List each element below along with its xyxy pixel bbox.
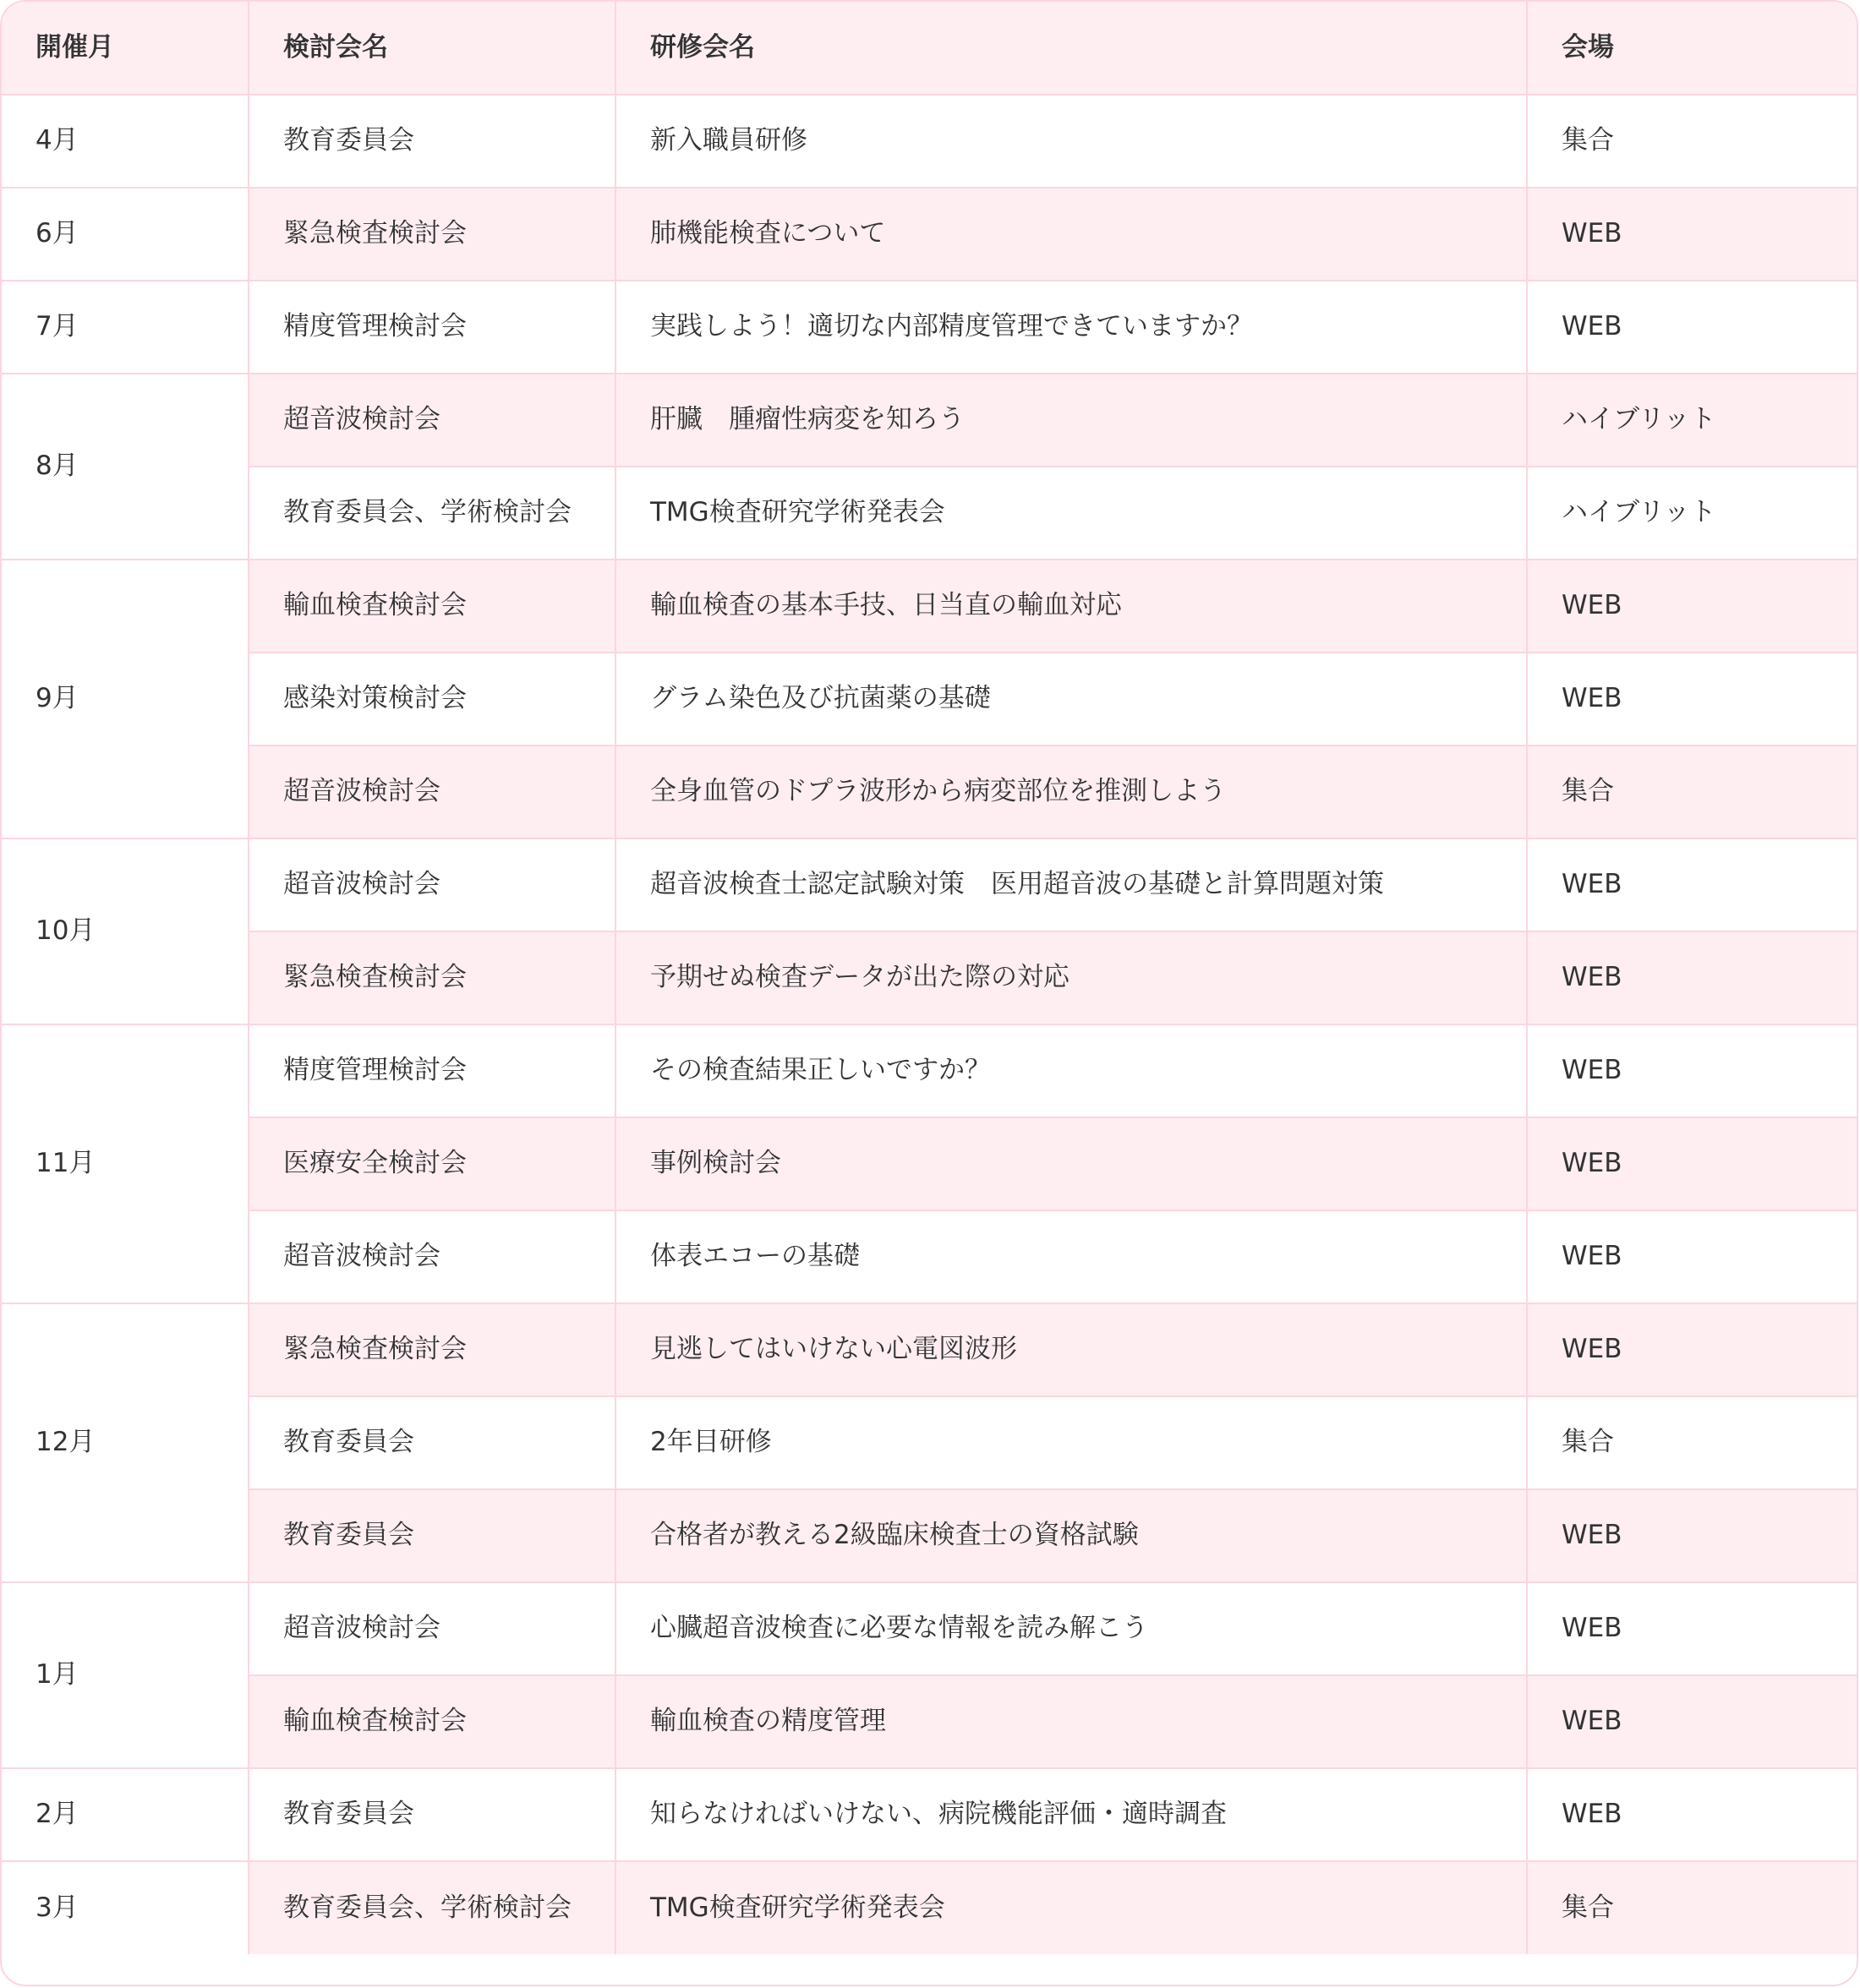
committee-cell: 超音波検討会 (249, 838, 615, 931)
venue-cell: 集合 (1527, 95, 1858, 188)
month-cell: 10月 (2, 838, 249, 1024)
committee-cell: 緊急検査検討会 (249, 931, 615, 1024)
training-cell: 実践しよう！適切な内部精度管理できていますか？ (615, 281, 1527, 374)
header-committee: 検討会名 (249, 2, 615, 95)
header-row (2, 2, 1858, 95)
table-row (2, 1582, 1858, 1675)
venue-cell: WEB (1527, 1303, 1858, 1396)
training-cell: 輸血検査の基本手技、日当直の輸血対応 (615, 560, 1527, 653)
table-row (2, 931, 1858, 1024)
venue-cell: WEB (1527, 1210, 1858, 1303)
committee-cell: 教育委員会 (249, 1489, 615, 1582)
venue-cell: 集合 (1527, 1861, 1858, 1954)
committee-cell: 精度管理検討会 (249, 281, 615, 374)
training-cell: 体表エコーの基礎 (615, 1210, 1527, 1303)
venue-cell: WEB (1527, 1768, 1858, 1861)
month-cell: 3月 (2, 1861, 249, 1954)
training-cell: 全身血管のドプラ波形から病変部位を推測しよう (615, 746, 1527, 838)
training-cell: 新入職員研修 (615, 95, 1527, 188)
training-cell: 2年目研修 (615, 1396, 1527, 1489)
table-row (2, 281, 1858, 374)
table-header (2, 2, 1858, 95)
venue-cell: WEB (1527, 838, 1858, 931)
venue-cell: WEB (1527, 1675, 1858, 1768)
table-row (2, 188, 1858, 281)
month-cell: 1月 (2, 1582, 249, 1768)
training-cell: 肺機能検査について (615, 188, 1527, 281)
month-cell: 8月 (2, 374, 249, 560)
committee-cell: 緊急検査検討会 (249, 188, 615, 281)
training-cell: グラム染色及び抗菌薬の基礎 (615, 653, 1527, 746)
table-row (2, 95, 1858, 188)
month-cell: 7月 (2, 281, 249, 374)
training-cell: 見逃してはいけない心電図波形 (615, 1303, 1527, 1396)
header-month: 開催月 (2, 2, 249, 95)
month-cell: 11月 (2, 1024, 249, 1303)
training-cell: 超音波検査士認定試験対策 医用超音波の基礎と計算問題対策 (615, 838, 1527, 931)
month-cell: 9月 (2, 560, 249, 838)
table-row (2, 838, 1858, 931)
committee-cell: 教育委員会 (249, 95, 615, 188)
month-cell: 2月 (2, 1768, 249, 1861)
training-cell: その検査結果正しいですか？ (615, 1024, 1527, 1117)
training-cell: 心臓超音波検査に必要な情報を読み解こう (615, 1582, 1527, 1675)
venue-cell: WEB (1527, 931, 1858, 1024)
training-cell: 予期せぬ検査データが出た際の対応 (615, 931, 1527, 1024)
committee-cell: 緊急検査検討会 (249, 1303, 615, 1396)
venue-cell: WEB (1527, 1489, 1858, 1582)
committee-cell: 超音波検討会 (249, 1582, 615, 1675)
table-row (2, 374, 1858, 467)
training-cell: 輸血検査の精度管理 (615, 1675, 1527, 1768)
training-schedule-table (2, 2, 1858, 1954)
table-body (2, 95, 1858, 1954)
training-cell: 事例検討会 (615, 1117, 1527, 1210)
month-cell: 4月 (2, 95, 249, 188)
training-cell: TMG検査研究学術発表会 (615, 1861, 1527, 1954)
table-row (2, 1303, 1858, 1396)
table-row (2, 1024, 1858, 1117)
committee-cell: 教育委員会、学術検討会 (249, 1861, 615, 1954)
training-cell: 合格者が教える2級臨床検査士の資格試験 (615, 1489, 1527, 1582)
venue-cell: WEB (1527, 188, 1858, 281)
table-row (2, 1489, 1858, 1582)
month-cell: 6月 (2, 188, 249, 281)
table-row (2, 467, 1858, 560)
committee-cell: 教育委員会、学術検討会 (249, 467, 615, 560)
venue-cell: 集合 (1527, 1396, 1858, 1489)
training-cell: TMG検査研究学術発表会 (615, 467, 1527, 560)
venue-cell: WEB (1527, 1117, 1858, 1210)
venue-cell: 集合 (1527, 746, 1858, 838)
committee-cell: 輸血検査検討会 (249, 1675, 615, 1768)
table-row (2, 653, 1858, 746)
committee-cell: 医療安全検討会 (249, 1117, 615, 1210)
venue-cell: ハイブリット (1527, 467, 1858, 560)
table-row (2, 1117, 1858, 1210)
venue-cell: ハイブリット (1527, 374, 1858, 467)
committee-cell: 超音波検討会 (249, 374, 615, 467)
header-venue: 会場 (1527, 2, 1858, 95)
venue-cell: WEB (1527, 1024, 1858, 1117)
committee-cell: 感染対策検討会 (249, 653, 615, 746)
venue-cell: WEB (1527, 281, 1858, 374)
table-row (2, 1396, 1858, 1489)
table-row (2, 560, 1858, 653)
month-cell: 12月 (2, 1303, 249, 1582)
table-row (2, 746, 1858, 838)
committee-cell: 超音波検討会 (249, 1210, 615, 1303)
training-cell: 知らなければいけない、病院機能評価・適時調査 (615, 1768, 1527, 1861)
venue-cell: WEB (1527, 1582, 1858, 1675)
committee-cell: 教育委員会 (249, 1768, 615, 1861)
venue-cell: WEB (1527, 560, 1858, 653)
header-training: 研修会名 (615, 2, 1527, 95)
committee-cell: 輸血検査検討会 (249, 560, 615, 653)
committee-cell: 超音波検討会 (249, 746, 615, 838)
venue-cell: WEB (1527, 653, 1858, 746)
table-row (2, 1210, 1858, 1303)
table-row (2, 1675, 1858, 1768)
committee-cell: 精度管理検討会 (249, 1024, 615, 1117)
committee-cell: 教育委員会 (249, 1396, 615, 1489)
training-cell: 肝臓 腫瘤性病変を知ろう (615, 374, 1527, 467)
table-row (2, 1861, 1858, 1954)
table-row (2, 1768, 1858, 1861)
